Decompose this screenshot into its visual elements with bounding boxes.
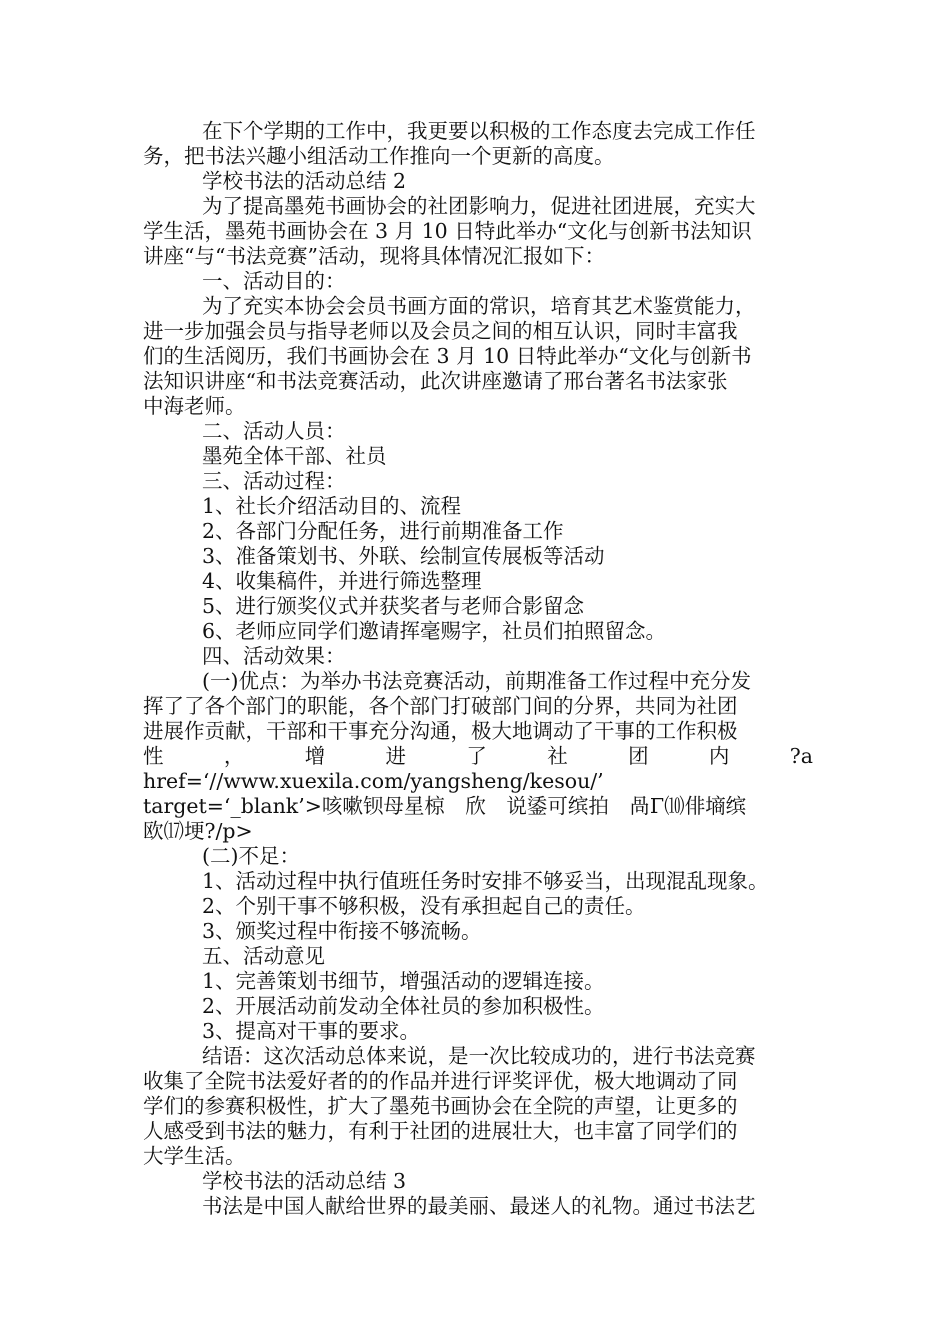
subsection-heading: 四、活动效果： <box>202 644 346 668</box>
list-item: 3、提高对干事的要求。 <box>202 1019 421 1043</box>
paragraph-line: 务，把书法兴趣小组活动工作推向一个更新的高度。 <box>143 144 615 168</box>
paragraph-line: 中海老师。 <box>143 394 246 418</box>
paragraph-line: 书法是中国人献给世界的最美丽、最迷人的礼物。通过书法艺 <box>202 1194 756 1218</box>
justified-token: 内 <box>708 744 730 768</box>
list-item: 2、各部门分配任务，进行前期准备工作 <box>202 519 564 543</box>
paragraph-line: 收集了全院书法爱好者的的作品并进行评奖评优，极大地调动了同 <box>143 1069 738 1093</box>
subsection-heading: 二、活动人员： <box>202 419 346 443</box>
list-item: 4、收集稿件，并进行筛选整理 <box>202 569 482 593</box>
justified-token: 增 <box>304 744 326 768</box>
paragraph-line: 大学生活。 <box>143 1144 246 1168</box>
section-heading: 学校书法的活动总结 3 <box>202 1169 407 1193</box>
paragraph-line: 为了充实本协会会员书画方面的常识，培育其艺术鉴赏能力， <box>202 294 756 318</box>
justified-line <box>143 744 813 769</box>
list-item: 3、准备策划书、外联、绘制宣传展板等活动 <box>202 544 605 568</box>
justified-token: ?a <box>789 744 813 768</box>
paragraph-line: 结语：这次活动总体来说，是一次比较成功的，进行书法竞赛 <box>202 1044 756 1068</box>
justified-token: 团 <box>628 744 649 768</box>
paragraph-line: 人感受到书法的魅力，有利于社团的进展壮大，也丰富了同学们的 <box>143 1119 738 1143</box>
section-heading: 学校书法的活动总结 2 <box>202 169 407 193</box>
paragraph-line: 学生活，墨苑书画协会在 3 月 10 日特此举办“文化与创新书法知识 <box>143 219 752 243</box>
subsection-heading: (二)不足： <box>202 844 300 868</box>
paragraph-line: 墨苑全体干部、社员 <box>202 444 387 468</box>
subsection-heading: 一、活动目的： <box>202 269 346 293</box>
subsection-heading: 三、活动过程： <box>202 469 346 493</box>
justified-token: 进 <box>385 744 407 768</box>
garbled-line: 欧⒄埂?/p> <box>143 819 253 843</box>
justified-token: ， <box>223 744 245 768</box>
list-item: 1、社长介绍活动目的、流程 <box>202 494 462 518</box>
justified-token: 了 <box>466 744 487 768</box>
document-body <box>143 119 813 1219</box>
paragraph-line: 讲座“与“书法竞赛”活动，现将具体情况汇报如下： <box>143 244 605 268</box>
list-item: 2、个别干事不够积极，没有承担起自己的责任。 <box>202 894 646 918</box>
list-item: 6、老师应同学们邀请挥毫赐字，社员们拍照留念。 <box>202 619 667 643</box>
garbled-line: target=‘_blank’>咳嗽钡母星椋 欣 说鋈可缤拍 咼Γ⑽俳墒缤 <box>143 794 747 818</box>
list-item: 5、进行颁奖仪式并获奖者与老师合影留念 <box>202 594 585 618</box>
list-item: 1、完善策划书细节，增强活动的逻辑连接。 <box>202 969 605 993</box>
paragraph-line: 进一步加强会员与指导老师以及会员之间的相互认识，同时丰富我 <box>143 319 738 343</box>
paragraph-line: 在下个学期的工作中，我更要以积极的工作态度去完成工作任 <box>202 119 756 143</box>
paragraph-line: 挥了了各个部门的职能，各个部门打破部门间的分界，共同为社团 <box>143 694 738 718</box>
justified-token: 社 <box>547 744 568 768</box>
justified-token: 性 <box>143 744 164 768</box>
paragraph-line: 为了提高墨苑书画协会的社团影响力，促进社团进展，充实大 <box>202 194 756 218</box>
paragraph-line: 们的生活阅历，我们书画协会在 3 月 10 日特此举办“文化与创新书 <box>143 344 752 368</box>
list-item: 1、活动过程中执行值班任务时安排不够妥当，出现混乱现象。 <box>202 869 769 893</box>
paragraph-line: 学们的参赛积极性，扩大了墨苑书画协会在全院的声望，让更多的 <box>143 1094 738 1118</box>
paragraph-line: 进展作贡献，干部和干事充分沟通，极大地调动了干事的工作积极 <box>143 719 738 743</box>
subsection-heading: 五、活动意见 <box>202 944 325 968</box>
paragraph-line: (一)优点：为举办书法竞赛活动，前期准备工作过程中充分发 <box>202 669 751 693</box>
garbled-line: href=‘//www.xuexila.com/yangsheng/kesou/’ <box>143 769 604 793</box>
paragraph-line: 法知识讲座“和书法竞赛活动，此次讲座邀请了邢台著名书法家张 <box>143 369 728 393</box>
list-item: 3、颁奖过程中衔接不够流畅。 <box>202 919 482 943</box>
list-item: 2、开展活动前发动全体社员的参加积极性。 <box>202 994 605 1018</box>
